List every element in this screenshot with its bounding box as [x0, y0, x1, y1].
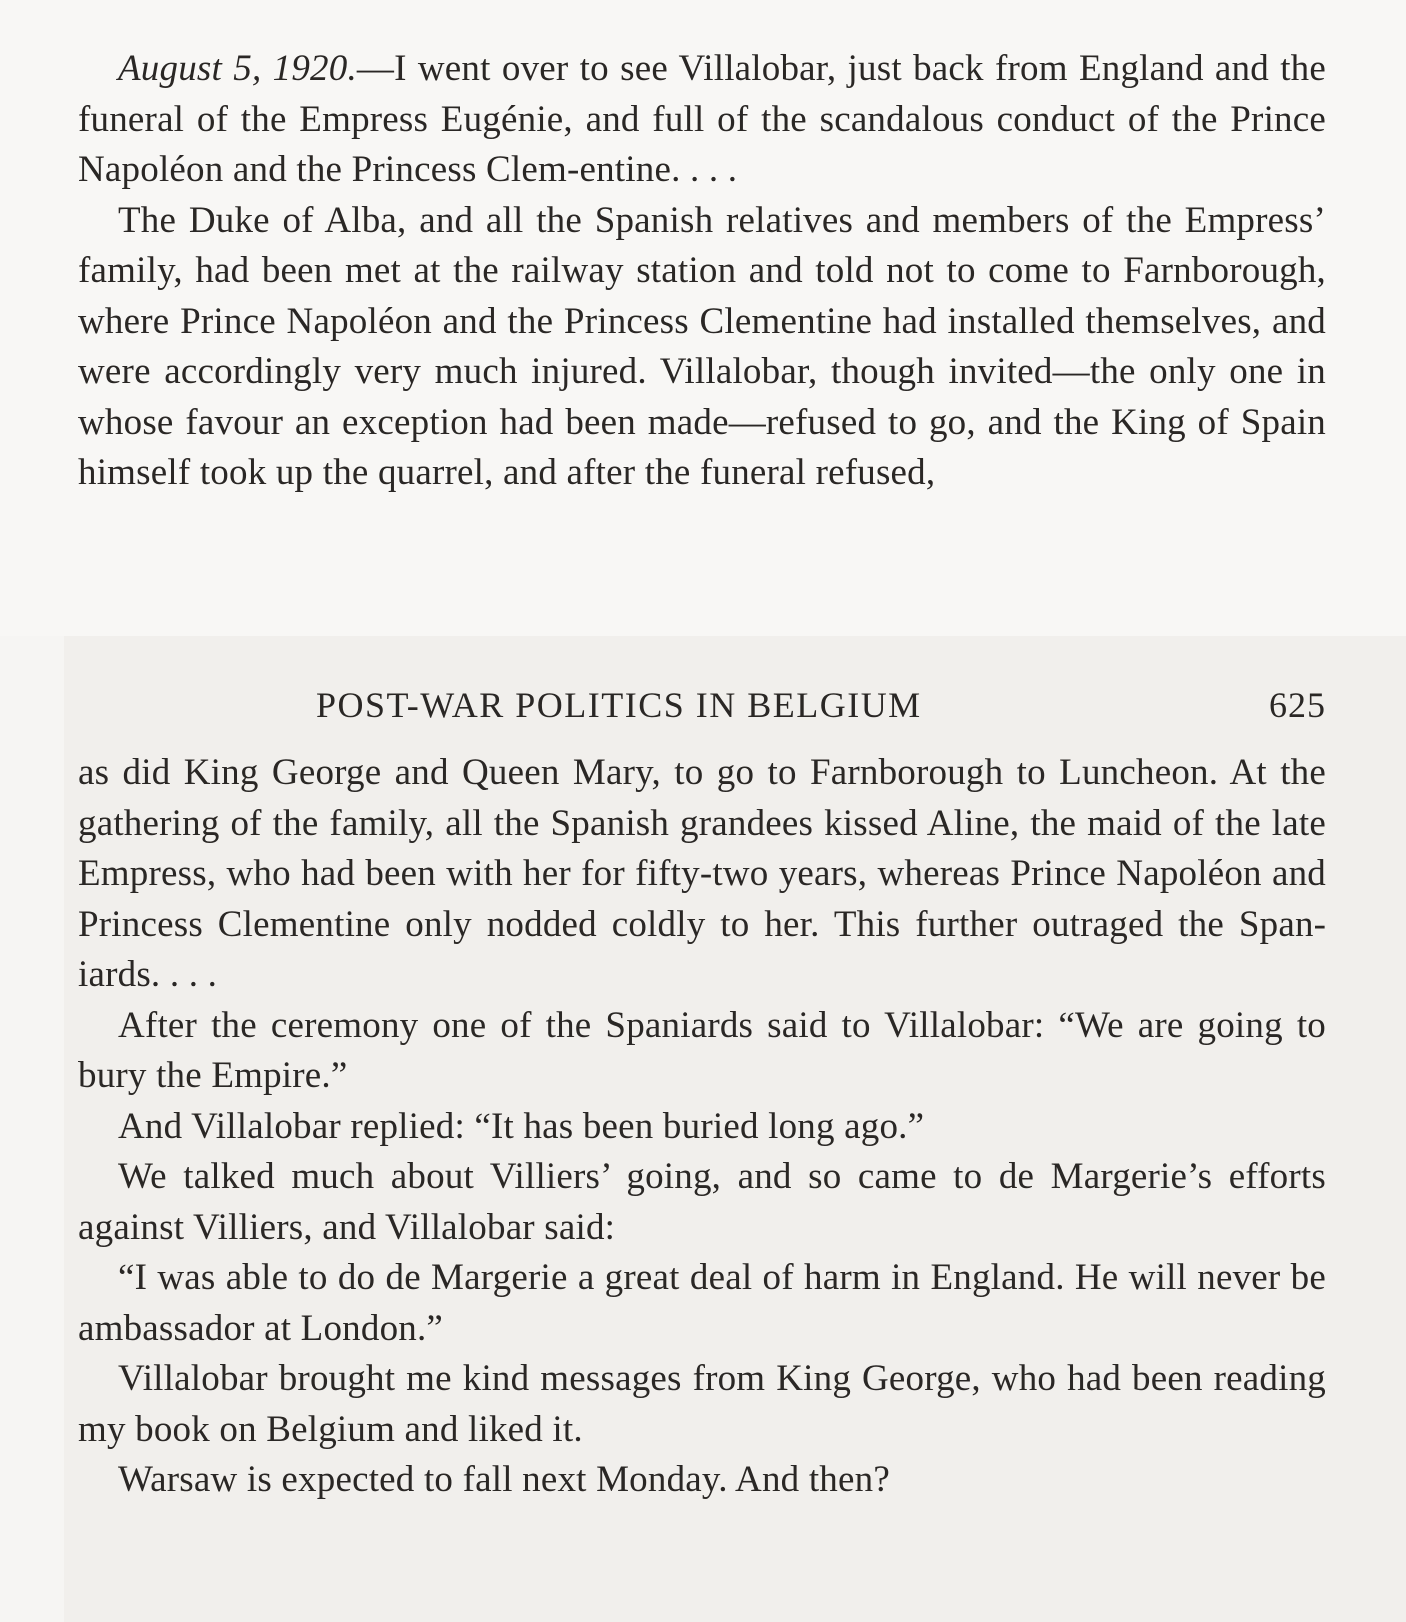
running-title: POST-WAR POLITICS IN BELGIUM — [316, 685, 922, 725]
body-paragraph: “I was able to do de Margerie a great deal of harm in England. He will never be ambassador at London.” — [78, 1257, 1326, 1349]
body-paragraph: Villalobar brought me kind messages from King George, who had been reading my book on Belgium and liked it. — [78, 1358, 1326, 1450]
bottom-text-block — [78, 748, 1326, 1506]
entry-text: —I went over to see Villalobar, just back from England and the funeral of the Empress Eugénie, and full of the scandalous conduct of the Prince Napoléon and the Princess Clem-entine. . . . — [78, 48, 1327, 190]
continued-paragraph: as did King George and Queen Mary, to go to Farnborough to Luncheon. At the gathering of the family, all the Spanish grandees kissed Aline, the maid of the late Empress, who had been with her for fifty-two years, whereas Prince Napoléon and Princess Clementine only nodded coldly to her. This further outraged the Spaniards. . . . — [78, 752, 1326, 995]
body-paragraph: We talked much about Villiers’ going, and so came to de Margerie’s efforts against Villiers, and Villalobar said: — [78, 1156, 1326, 1248]
body-paragraph: Warsaw is expected to fall next Monday. And then? — [118, 1459, 890, 1500]
entry-date: August 5, 1920. — [118, 48, 357, 89]
body-paragraph: The Duke of Alba, and all the Spanish relatives and members of the Empress’ family, had been met at the railway station and told not to come to Farnborough, where Prince Napoléon and the Princess Clementine had installed themselves, and were accordingly very much injured. Villalobar, though invited—the only one in whose favour an exception had been made—refused to go, and the King of Spain himself took up the quarrel, and after the funeral refused, — [78, 199, 1326, 493]
diary-entry-paragraph — [78, 44, 1326, 196]
page-number: 625 — [1269, 685, 1326, 725]
body-paragraph: And Villalobar replied: “It has been buried long ago.” — [118, 1105, 925, 1147]
top-text-block — [78, 44, 1326, 499]
body-paragraph: After the ceremony one of the Spaniards said to Villalobar: “We are going to bury the Empire.” — [78, 1004, 1326, 1096]
running-head — [78, 680, 1326, 730]
